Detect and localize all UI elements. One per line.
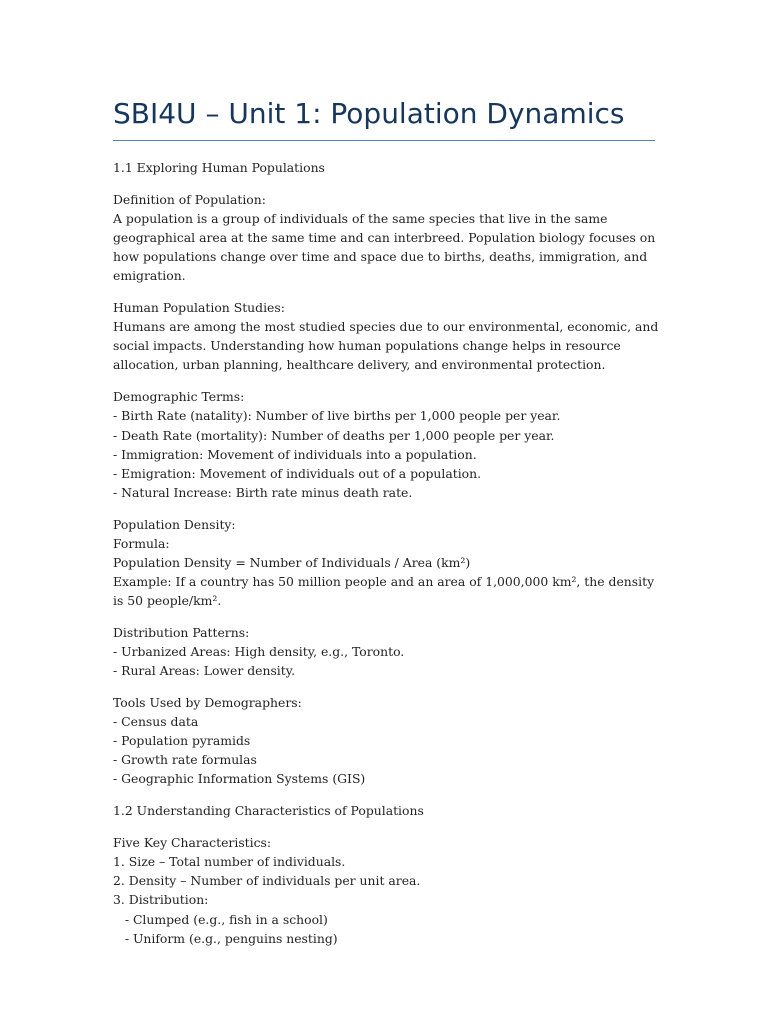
section-heading-1-1: 1.1 Exploring Human Populations: [113, 160, 325, 175]
list-item: - Geographic Information Systems (GIS): [113, 771, 366, 787]
list-item: 1. Size – Total number of individuals.: [113, 854, 346, 870]
tools-block: [113, 693, 661, 788]
page-title: SBI4U – Unit 1: Population Dynamics: [113, 97, 625, 130]
list-item: 3. Distribution:: [113, 892, 209, 908]
demographic-terms-heading: Demographic Terms:: [113, 389, 245, 405]
formula-label: Formula:: [113, 535, 170, 551]
list-item: - Clumped (e.g., fish in a school): [113, 911, 328, 927]
list-item: - Death Rate (mortality): Number of deaths per 1,000 people per year.: [113, 427, 555, 443]
list-item: - Natural Increase: Birth rate minus death rate.: [113, 484, 413, 500]
list-item: - Rural Areas: Lower density.: [113, 663, 296, 679]
list-item: - Emigration: Movement of individuals out of a population.: [113, 465, 482, 481]
tools-heading: Tools Used by Demographers:: [113, 695, 302, 711]
list-item: - Population pyramids: [113, 733, 251, 749]
definition-heading: Definition of Population:: [113, 191, 266, 207]
distribution-block: [113, 623, 661, 680]
human-studies-block: [113, 298, 661, 374]
list-item: 2. Density – Number of individuals per unit area.: [113, 873, 421, 889]
document-body: [113, 158, 661, 961]
density-formula: Population Density = Number of Individuals / Area (km²): [113, 554, 471, 570]
section-heading-1-2: 1.2 Understanding Characteristics of Populations: [113, 803, 424, 819]
list-item: - Growth rate formulas: [113, 752, 257, 768]
characteristics-heading: Five Key Characteristics:: [113, 835, 272, 851]
list-item: - Census data: [113, 714, 199, 730]
distribution-heading: Distribution Patterns:: [113, 624, 250, 640]
list-item: - Immigration: Movement of individuals into a population.: [113, 446, 477, 462]
characteristics-block: [113, 833, 661, 948]
demographic-terms-block: [113, 387, 661, 502]
list-item: - Urbanized Areas: High density, e.g., Toronto.: [113, 644, 405, 660]
definition-block: [113, 190, 661, 285]
human-studies-text: Humans are among the most studied species due to our environmental, economic, and social impacts. Understanding how human populations change helps in resource allocation, urban planning, healthcare delivery, and environmental protection.: [113, 319, 663, 373]
density-heading: Population Density:: [113, 516, 236, 532]
density-example: Example: If a country has 50 million people and an area of 1,000,000 km², the density is 50 people/km².: [113, 573, 659, 609]
title-underline: [113, 140, 655, 141]
density-block: [113, 515, 661, 610]
list-item: - Birth Rate (natality): Number of live births per 1,000 people per year.: [113, 408, 561, 424]
human-studies-heading: Human Population Studies:: [113, 300, 285, 316]
definition-text: A population is a group of individuals of the same species that live in the same geographical area at the same time and can interbreed. Population biology focuses on how populations change over time and space due to births, deaths, immigration, and emigration.: [113, 210, 660, 284]
list-item: - Uniform (e.g., penguins nesting): [113, 930, 338, 946]
